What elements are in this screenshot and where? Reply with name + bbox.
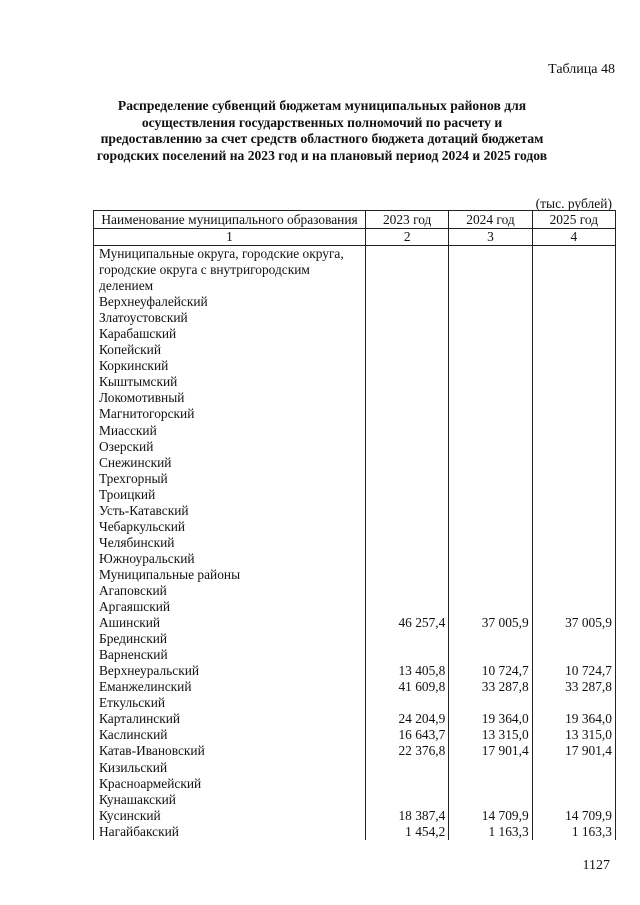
value-2025 xyxy=(532,310,615,326)
table-row xyxy=(94,631,616,647)
municipality-name: Кусинский xyxy=(94,808,366,824)
document-title: Распределение субвенций бюджетам муниципальных районов для осуществления государственных полномочий по расчету и предоставлению за счет средств областного бюджета дотаций бюджетам городских поселений на 2023 год и на плановый период 2024 и 2025 годов xyxy=(96,98,548,163)
table-row xyxy=(94,551,616,567)
value-2024 xyxy=(449,342,532,358)
value-2025 xyxy=(532,760,615,776)
value-2024 xyxy=(449,358,532,374)
municipality-name: Ашинский xyxy=(94,615,366,631)
table-row xyxy=(94,583,616,599)
value-2023: 22 376,8 xyxy=(366,743,449,759)
value-2024 xyxy=(449,471,532,487)
table-row xyxy=(94,695,616,711)
value-2023: 13 405,8 xyxy=(366,663,449,679)
section-title: Муниципальные районы xyxy=(94,567,366,583)
value-2024 xyxy=(449,792,532,808)
municipality-name: Локомотивный xyxy=(94,390,366,406)
section-empty-cell xyxy=(449,567,532,583)
value-2024 xyxy=(449,647,532,663)
value-2025: 14 709,9 xyxy=(532,808,615,824)
value-2024 xyxy=(449,695,532,711)
value-2024 xyxy=(449,776,532,792)
municipality-name: Снежинский xyxy=(94,455,366,471)
value-2023 xyxy=(366,374,449,390)
table-row xyxy=(94,679,616,695)
value-2024 xyxy=(449,390,532,406)
table-row xyxy=(94,358,616,374)
table-row xyxy=(94,615,616,631)
table-row xyxy=(94,310,616,326)
municipality-name: Магнитогорский xyxy=(94,406,366,422)
value-2025 xyxy=(532,294,615,310)
municipality-name: Кыштымский xyxy=(94,374,366,390)
value-2025 xyxy=(532,342,615,358)
value-2024: 14 709,9 xyxy=(449,808,532,824)
value-2024 xyxy=(449,551,532,567)
municipality-name: Южноуральский xyxy=(94,551,366,567)
municipality-name: Аргаяшский xyxy=(94,599,366,615)
value-2025 xyxy=(532,374,615,390)
table-row xyxy=(94,776,616,792)
value-2023: 41 609,8 xyxy=(366,679,449,695)
table-row xyxy=(94,439,616,455)
value-2025 xyxy=(532,776,615,792)
value-2023 xyxy=(366,695,449,711)
table-row xyxy=(94,423,616,439)
section-empty-cell xyxy=(449,246,532,295)
municipality-name: Верхнеуфалейский xyxy=(94,294,366,310)
value-2024 xyxy=(449,599,532,615)
table-row xyxy=(94,326,616,342)
value-2024 xyxy=(449,583,532,599)
value-2023: 46 257,4 xyxy=(366,615,449,631)
section-title: Муниципальные округа, городские округа, городские округа с внутригородским делением xyxy=(94,246,366,295)
table-row xyxy=(94,487,616,503)
value-2023: 18 387,4 xyxy=(366,808,449,824)
value-2024 xyxy=(449,760,532,776)
header-municipality: Наименование муниципального образования xyxy=(94,211,366,229)
table-row xyxy=(94,760,616,776)
value-2023 xyxy=(366,471,449,487)
value-2024: 1 163,3 xyxy=(449,824,532,840)
table-row xyxy=(94,727,616,743)
value-2024 xyxy=(449,310,532,326)
table-row xyxy=(94,503,616,519)
value-2023 xyxy=(366,358,449,374)
municipality-name: Верхнеуральский xyxy=(94,663,366,679)
value-2024: 19 364,0 xyxy=(449,711,532,727)
value-2025 xyxy=(532,631,615,647)
value-2023 xyxy=(366,503,449,519)
value-2025 xyxy=(532,519,615,535)
value-2023 xyxy=(366,406,449,422)
municipality-name: Озерский xyxy=(94,439,366,455)
value-2024: 33 287,8 xyxy=(449,679,532,695)
value-2025 xyxy=(532,406,615,422)
value-2025 xyxy=(532,503,615,519)
value-2023 xyxy=(366,535,449,551)
value-2024 xyxy=(449,503,532,519)
municipality-name: Каслинский xyxy=(94,727,366,743)
index-col-2: 2 xyxy=(366,229,449,246)
value-2024: 17 901,4 xyxy=(449,743,532,759)
municipality-name: Челябинский xyxy=(94,535,366,551)
value-2023 xyxy=(366,583,449,599)
municipality-name: Троицкий xyxy=(94,487,366,503)
value-2024: 10 724,7 xyxy=(449,663,532,679)
value-2025 xyxy=(532,792,615,808)
section-row xyxy=(94,246,616,295)
value-2025 xyxy=(532,583,615,599)
value-2023 xyxy=(366,519,449,535)
value-2025 xyxy=(532,551,615,567)
value-2023 xyxy=(366,760,449,776)
value-2024 xyxy=(449,439,532,455)
header-2024: 2024 год xyxy=(449,211,532,229)
value-2025 xyxy=(532,695,615,711)
value-2024 xyxy=(449,455,532,471)
value-2023 xyxy=(366,599,449,615)
value-2023 xyxy=(366,342,449,358)
value-2025: 19 364,0 xyxy=(532,711,615,727)
page-number: 1127 xyxy=(582,858,610,873)
value-2024: 13 315,0 xyxy=(449,727,532,743)
table-row xyxy=(94,374,616,390)
municipality-name: Еткульский xyxy=(94,695,366,711)
value-2023 xyxy=(366,439,449,455)
value-2023 xyxy=(366,551,449,567)
table-row xyxy=(94,599,616,615)
value-2025 xyxy=(532,358,615,374)
table-row xyxy=(94,647,616,663)
municipality-name: Карталинский xyxy=(94,711,366,727)
subventions-table xyxy=(93,210,616,840)
value-2023 xyxy=(366,631,449,647)
table-row xyxy=(94,406,616,422)
value-2023 xyxy=(366,792,449,808)
value-2024 xyxy=(449,406,532,422)
value-2025 xyxy=(532,455,615,471)
value-2023 xyxy=(366,390,449,406)
value-2025: 37 005,9 xyxy=(532,615,615,631)
municipality-name: Трехгорный xyxy=(94,471,366,487)
value-2023 xyxy=(366,776,449,792)
table-row xyxy=(94,471,616,487)
index-col-3: 3 xyxy=(449,229,532,246)
municipality-name: Агаповский xyxy=(94,583,366,599)
table-row xyxy=(94,342,616,358)
table-row xyxy=(94,711,616,727)
municipality-name: Златоустовский xyxy=(94,310,366,326)
municipality-name: Нагайбакский xyxy=(94,824,366,840)
value-2024 xyxy=(449,423,532,439)
table-number: Таблица 48 xyxy=(548,62,615,77)
value-2025 xyxy=(532,599,615,615)
value-2025: 17 901,4 xyxy=(532,743,615,759)
value-2025 xyxy=(532,487,615,503)
table-index-row xyxy=(94,229,616,246)
section-empty-cell xyxy=(366,246,449,295)
value-2023 xyxy=(366,326,449,342)
table-row xyxy=(94,792,616,808)
value-2025: 10 724,7 xyxy=(532,663,615,679)
value-2025 xyxy=(532,647,615,663)
value-2024 xyxy=(449,487,532,503)
value-2025 xyxy=(532,423,615,439)
index-col-1: 1 xyxy=(94,229,366,246)
municipality-name: Кизильский xyxy=(94,760,366,776)
table-row xyxy=(94,824,616,840)
index-col-4: 4 xyxy=(532,229,615,246)
table-row xyxy=(94,519,616,535)
municipality-name: Чебаркульский xyxy=(94,519,366,535)
value-2024 xyxy=(449,326,532,342)
municipality-name: Миасский xyxy=(94,423,366,439)
value-2025: 13 315,0 xyxy=(532,727,615,743)
value-2024 xyxy=(449,631,532,647)
municipality-name: Варненский xyxy=(94,647,366,663)
value-2024 xyxy=(449,374,532,390)
municipality-name: Еманжелинский xyxy=(94,679,366,695)
table-row xyxy=(94,743,616,759)
value-2025 xyxy=(532,535,615,551)
municipality-name: Усть-Катавский xyxy=(94,503,366,519)
value-2023: 1 454,2 xyxy=(366,824,449,840)
value-2024 xyxy=(449,294,532,310)
value-2023 xyxy=(366,455,449,471)
municipality-name: Карабашский xyxy=(94,326,366,342)
value-2023 xyxy=(366,294,449,310)
value-2023 xyxy=(366,487,449,503)
section-empty-cell xyxy=(366,567,449,583)
table-row xyxy=(94,294,616,310)
value-2025 xyxy=(532,326,615,342)
value-2025 xyxy=(532,390,615,406)
value-2024 xyxy=(449,519,532,535)
table-body xyxy=(94,246,616,840)
table-row xyxy=(94,390,616,406)
municipality-name: Копейский xyxy=(94,342,366,358)
value-2023 xyxy=(366,310,449,326)
municipality-name: Кунашакский xyxy=(94,792,366,808)
header-2023: 2023 год xyxy=(366,211,449,229)
section-empty-cell xyxy=(532,567,615,583)
value-2023: 16 643,7 xyxy=(366,727,449,743)
value-2025: 33 287,8 xyxy=(532,679,615,695)
table-row xyxy=(94,663,616,679)
municipality-name: Красноармейский xyxy=(94,776,366,792)
table-row xyxy=(94,535,616,551)
value-2024 xyxy=(449,535,532,551)
value-2025: 1 163,3 xyxy=(532,824,615,840)
table-row xyxy=(94,808,616,824)
header-2025: 2025 год xyxy=(532,211,615,229)
section-row xyxy=(94,567,616,583)
table-header-row xyxy=(94,211,616,229)
municipality-name: Брединский xyxy=(94,631,366,647)
municipality-name: Катав-Ивановский xyxy=(94,743,366,759)
value-2025 xyxy=(532,471,615,487)
municipality-name: Коркинский xyxy=(94,358,366,374)
value-2025 xyxy=(532,439,615,455)
units-label: (тыс. рублей) xyxy=(535,196,612,211)
table-row xyxy=(94,455,616,471)
value-2023 xyxy=(366,423,449,439)
section-empty-cell xyxy=(532,246,615,295)
value-2024: 37 005,9 xyxy=(449,615,532,631)
value-2023 xyxy=(366,647,449,663)
value-2023: 24 204,9 xyxy=(366,711,449,727)
